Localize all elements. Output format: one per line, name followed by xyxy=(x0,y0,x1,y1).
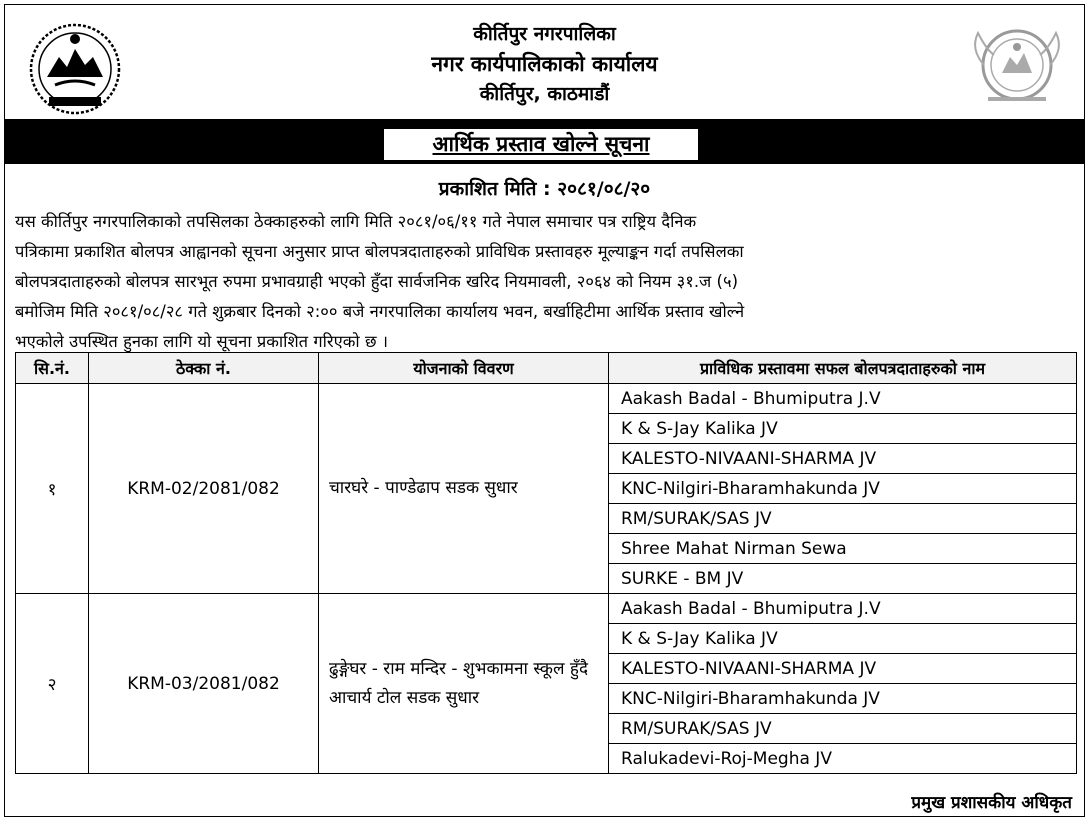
table-row xyxy=(16,594,1077,624)
contract-no: KRM-03/2081/082 xyxy=(89,594,319,774)
notice-page xyxy=(4,4,1085,817)
notice-body-line: पत्रिकामा प्रकाशित बोलपत्र आह्वानको सूचना अनुसार प्राप्त बोलपत्रदाताहरुको प्राविधिक प्रस्तावहरु मूल्याङ्कन गर्दा तपसिलका xyxy=(15,242,744,261)
title-box xyxy=(382,127,700,162)
notice-body xyxy=(15,207,1073,357)
header-serial-no: सि.नं. xyxy=(16,353,89,384)
title-banner xyxy=(5,119,1084,164)
bidder-name: KALESTO-NIVAANI-SHARMA JV xyxy=(609,444,1077,474)
notice-body-line: भएकोले उपस्थित हुनका लागि यो सूचना प्रकाशित गरिएको छ । xyxy=(15,332,389,351)
office-name: नगर कार्यपालिकाको कार्यालय xyxy=(431,52,658,76)
notice-title: आर्थिक प्रस्ताव खोल्ने सूचना xyxy=(432,132,650,156)
contract-no: KRM-02/2081/082 xyxy=(89,384,319,594)
table-row xyxy=(16,384,1077,414)
office-address: कीर्तिपुर, काठमाडौं xyxy=(479,83,610,105)
bidder-name: RM/SURAK/SAS JV xyxy=(609,714,1077,744)
bidder-name: SURKE - BM JV xyxy=(609,564,1077,594)
bidder-name: K & S-Jay Kalika JV xyxy=(609,624,1077,654)
serial-no: १ xyxy=(16,384,89,594)
bidder-name: Ralukadevi-Roj-Megha JV xyxy=(609,744,1077,774)
bidder-name: KNC-Nilgiri-Bharamhakunda JV xyxy=(609,684,1077,714)
bidder-name: Aakash Badal - Bhumiputra J.V xyxy=(609,384,1077,414)
project-description: चारघरे - पाण्डेढाप सडक सुधार xyxy=(319,384,609,594)
bidder-name: KALESTO-NIVAANI-SHARMA JV xyxy=(609,654,1077,684)
bidder-name: K & S-Jay Kalika JV xyxy=(609,414,1077,444)
bidder-name: Shree Mahat Nirman Sewa xyxy=(609,534,1077,564)
notice-body-line: बोलपत्रदाताहरुको बोलपत्र सारभूत रुपमा प्रभावग्राही भएको हुँदा सार्वजनिक खरिद नियमावली, २०६४ को नियम ३१.ज (५) xyxy=(15,272,739,291)
notice-body-line: यस कीर्तिपुर नगरपालिकाको तपसिलका ठेक्काहरुको लागि मिति २०८१/०६/११ गते नेपाल समाचार पत्र राष्ट्रिय दैनिक xyxy=(15,212,697,231)
municipality-name: कीर्तिपुर नगरपालिका xyxy=(473,23,616,45)
notice-body-line: बमोजिम मिति २०८१/०८/२८ गते शुक्रबार दिनको २:०० बजे नगरपालिका कार्यालय भवन, बर्खाहिटीमा आर्थिक प्रस्ताव खोल्ने xyxy=(15,302,745,321)
project-description: ढुङ्गेघर - राम मन्दिर - शुभकामना स्कूल हुँदै आचार्य टोल सडक सुधार xyxy=(319,594,609,774)
signatory-title: प्रमुख प्रशासकीय अधिकृत xyxy=(911,793,1072,813)
bidder-name: KNC-Nilgiri-Bharamhakunda JV xyxy=(609,474,1077,504)
published-date: प्रकाशित मिति : २०८१/०८/२० xyxy=(438,178,651,200)
letterhead xyxy=(5,5,1084,119)
header-contract-no: ठेक्का नं. xyxy=(89,353,319,384)
header-successful-bidders: प्राविधिक प्रस्तावमा सफल बोलपत्रदाताहरुको नाम xyxy=(609,353,1077,384)
bidders-table xyxy=(15,352,1077,774)
bidder-name: Aakash Badal - Bhumiputra J.V xyxy=(609,594,1077,624)
table-header-row xyxy=(16,353,1077,384)
serial-no: २ xyxy=(16,594,89,774)
header-project-description: योजनाको विवरण xyxy=(319,353,609,384)
bidder-name: RM/SURAK/SAS JV xyxy=(609,504,1077,534)
